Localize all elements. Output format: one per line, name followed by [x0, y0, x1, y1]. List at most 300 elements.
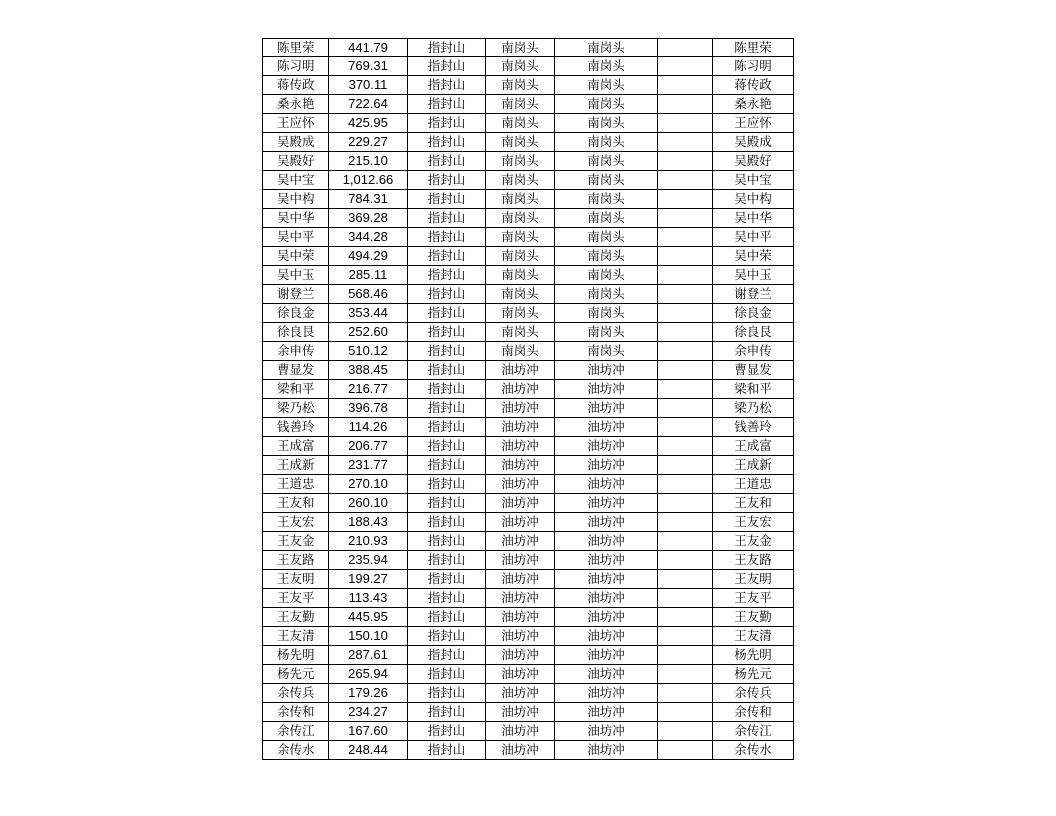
cell-amount: 510.12 [329, 342, 408, 361]
cell-town: 指封山 [408, 266, 486, 285]
table-row [263, 475, 794, 494]
cell-payee: 王成新 [713, 456, 794, 475]
table-row [263, 285, 794, 304]
table-row [263, 133, 794, 152]
cell-blank [658, 608, 713, 627]
cell-group: 油坊冲 [555, 741, 658, 760]
cell-village: 南岗头 [486, 209, 555, 228]
cell-amount: 113.43 [329, 589, 408, 608]
cell-group: 南岗头 [555, 228, 658, 247]
cell-group: 南岗头 [555, 39, 658, 57]
table-row [263, 266, 794, 285]
cell-name: 王友勤 [263, 608, 329, 627]
cell-payee: 陈习明 [713, 57, 794, 76]
cell-group: 油坊冲 [555, 570, 658, 589]
cell-village: 南岗头 [486, 266, 555, 285]
cell-group: 油坊冲 [555, 532, 658, 551]
cell-amount: 206.77 [329, 437, 408, 456]
cell-name: 吴中构 [263, 190, 329, 209]
table-row [263, 608, 794, 627]
cell-amount: 425.95 [329, 114, 408, 133]
cell-name: 吴殿好 [263, 152, 329, 171]
cell-town: 指封山 [408, 380, 486, 399]
cell-village: 南岗头 [486, 76, 555, 95]
cell-village: 南岗头 [486, 285, 555, 304]
cell-payee: 吴殿成 [713, 133, 794, 152]
cell-amount: 234.27 [329, 703, 408, 722]
cell-town: 指封山 [408, 684, 486, 703]
cell-name: 陈里荣 [263, 39, 329, 57]
cell-group: 南岗头 [555, 133, 658, 152]
cell-village: 油坊冲 [486, 532, 555, 551]
cell-amount: 216.77 [329, 380, 408, 399]
cell-group: 油坊冲 [555, 513, 658, 532]
cell-payee: 王友清 [713, 627, 794, 646]
table-row [263, 437, 794, 456]
cell-blank [658, 532, 713, 551]
cell-amount: 396.78 [329, 399, 408, 418]
cell-payee: 王友勤 [713, 608, 794, 627]
cell-blank [658, 627, 713, 646]
cell-payee: 梁和平 [713, 380, 794, 399]
cell-amount: 215.10 [329, 152, 408, 171]
cell-group: 南岗头 [555, 323, 658, 342]
cell-amount: 229.27 [329, 133, 408, 152]
cell-group: 南岗头 [555, 76, 658, 95]
cell-blank [658, 437, 713, 456]
cell-town: 指封山 [408, 551, 486, 570]
table-row [263, 627, 794, 646]
cell-village: 南岗头 [486, 171, 555, 190]
cell-village: 油坊冲 [486, 361, 555, 380]
cell-amount: 344.28 [329, 228, 408, 247]
cell-town: 指封山 [408, 475, 486, 494]
cell-name: 梁乃松 [263, 399, 329, 418]
cell-payee: 王道忠 [713, 475, 794, 494]
table-row [263, 39, 794, 57]
cell-village: 油坊冲 [486, 608, 555, 627]
cell-name: 王成富 [263, 437, 329, 456]
cell-payee: 王友和 [713, 494, 794, 513]
cell-payee: 王友路 [713, 551, 794, 570]
cell-town: 指封山 [408, 228, 486, 247]
cell-blank [658, 513, 713, 532]
cell-town: 指封山 [408, 247, 486, 266]
cell-blank [658, 589, 713, 608]
cell-blank [658, 703, 713, 722]
cell-name: 曹显发 [263, 361, 329, 380]
cell-payee: 梁乃松 [713, 399, 794, 418]
cell-payee: 余申传 [713, 342, 794, 361]
cell-village: 油坊冲 [486, 703, 555, 722]
cell-amount: 260.10 [329, 494, 408, 513]
table-row [263, 114, 794, 133]
table-row [263, 494, 794, 513]
table-row [263, 209, 794, 228]
cell-name: 王道忠 [263, 475, 329, 494]
cell-group: 油坊冲 [555, 589, 658, 608]
cell-amount: 167.60 [329, 722, 408, 741]
cell-payee: 曹显发 [713, 361, 794, 380]
cell-amount: 784.31 [329, 190, 408, 209]
cell-town: 指封山 [408, 57, 486, 76]
cell-amount: 445.95 [329, 608, 408, 627]
cell-name: 杨先明 [263, 646, 329, 665]
cell-town: 指封山 [408, 95, 486, 114]
cell-group: 油坊冲 [555, 361, 658, 380]
cell-village: 南岗头 [486, 304, 555, 323]
cell-blank [658, 228, 713, 247]
cell-village: 南岗头 [486, 190, 555, 209]
cell-amount: 1,012.66 [329, 171, 408, 190]
cell-amount: 369.28 [329, 209, 408, 228]
cell-village: 油坊冲 [486, 475, 555, 494]
cell-group: 油坊冲 [555, 703, 658, 722]
cell-amount: 179.26 [329, 684, 408, 703]
table-row [263, 703, 794, 722]
cell-amount: 231.77 [329, 456, 408, 475]
cell-payee: 吴中平 [713, 228, 794, 247]
cell-group: 南岗头 [555, 209, 658, 228]
cell-group: 油坊冲 [555, 437, 658, 456]
cell-payee: 徐良金 [713, 304, 794, 323]
cell-group: 南岗头 [555, 342, 658, 361]
table-row [263, 304, 794, 323]
cell-village: 油坊冲 [486, 741, 555, 760]
cell-group: 南岗头 [555, 266, 658, 285]
cell-town: 指封山 [408, 722, 486, 741]
table-row [263, 418, 794, 437]
cell-name: 余申传 [263, 342, 329, 361]
cell-town: 指封山 [408, 133, 486, 152]
cell-payee: 谢登兰 [713, 285, 794, 304]
cell-name: 梁和平 [263, 380, 329, 399]
cell-village: 油坊冲 [486, 418, 555, 437]
cell-town: 指封山 [408, 456, 486, 475]
cell-group: 油坊冲 [555, 646, 658, 665]
cell-town: 指封山 [408, 589, 486, 608]
subsidy-table [262, 38, 794, 760]
cell-town: 指封山 [408, 418, 486, 437]
table-row [263, 323, 794, 342]
cell-blank [658, 722, 713, 741]
cell-payee: 王应怀 [713, 114, 794, 133]
table-row [263, 551, 794, 570]
cell-blank [658, 152, 713, 171]
cell-amount: 188.43 [329, 513, 408, 532]
cell-payee: 吴中构 [713, 190, 794, 209]
cell-blank [658, 342, 713, 361]
cell-village: 油坊冲 [486, 570, 555, 589]
cell-name: 桑永艳 [263, 95, 329, 114]
cell-town: 指封山 [408, 171, 486, 190]
cell-blank [658, 266, 713, 285]
cell-blank [658, 57, 713, 76]
cell-name: 杨先元 [263, 665, 329, 684]
cell-group: 南岗头 [555, 247, 658, 266]
cell-payee: 杨先明 [713, 646, 794, 665]
cell-village: 油坊冲 [486, 684, 555, 703]
cell-blank [658, 171, 713, 190]
cell-payee: 吴中玉 [713, 266, 794, 285]
cell-group: 油坊冲 [555, 608, 658, 627]
cell-group: 油坊冲 [555, 456, 658, 475]
table-body [263, 39, 794, 760]
cell-town: 指封山 [408, 703, 486, 722]
cell-amount: 353.44 [329, 304, 408, 323]
table-row [263, 684, 794, 703]
cell-blank [658, 285, 713, 304]
cell-town: 指封山 [408, 152, 486, 171]
cell-blank [658, 684, 713, 703]
table-row [263, 57, 794, 76]
cell-name: 王友宏 [263, 513, 329, 532]
table-row [263, 76, 794, 95]
table-row [263, 722, 794, 741]
cell-payee: 王友明 [713, 570, 794, 589]
cell-blank [658, 399, 713, 418]
table-row [263, 171, 794, 190]
cell-name: 王友清 [263, 627, 329, 646]
cell-name: 徐良艮 [263, 323, 329, 342]
cell-name: 王成新 [263, 456, 329, 475]
cell-blank [658, 190, 713, 209]
table-row [263, 361, 794, 380]
cell-name: 吴殿成 [263, 133, 329, 152]
cell-payee: 王友宏 [713, 513, 794, 532]
cell-blank [658, 418, 713, 437]
cell-blank [658, 304, 713, 323]
cell-town: 指封山 [408, 342, 486, 361]
cell-town: 指封山 [408, 741, 486, 760]
cell-village: 油坊冲 [486, 513, 555, 532]
cell-payee: 徐良艮 [713, 323, 794, 342]
cell-town: 指封山 [408, 76, 486, 95]
cell-amount: 287.61 [329, 646, 408, 665]
cell-blank [658, 456, 713, 475]
cell-group: 油坊冲 [555, 551, 658, 570]
cell-group: 油坊冲 [555, 684, 658, 703]
cell-group: 油坊冲 [555, 399, 658, 418]
cell-group: 油坊冲 [555, 627, 658, 646]
cell-amount: 150.10 [329, 627, 408, 646]
cell-amount: 769.31 [329, 57, 408, 76]
cell-amount: 114.26 [329, 418, 408, 437]
cell-group: 南岗头 [555, 57, 658, 76]
table-row [263, 741, 794, 760]
cell-village: 油坊冲 [486, 551, 555, 570]
cell-name: 王友和 [263, 494, 329, 513]
cell-village: 油坊冲 [486, 665, 555, 684]
cell-payee: 吴中宝 [713, 171, 794, 190]
cell-village: 油坊冲 [486, 627, 555, 646]
cell-payee: 余传兵 [713, 684, 794, 703]
cell-town: 指封山 [408, 494, 486, 513]
cell-group: 南岗头 [555, 95, 658, 114]
cell-town: 指封山 [408, 304, 486, 323]
cell-group: 南岗头 [555, 285, 658, 304]
cell-group: 南岗头 [555, 304, 658, 323]
cell-village: 南岗头 [486, 152, 555, 171]
cell-blank [658, 247, 713, 266]
cell-name: 吴中荣 [263, 247, 329, 266]
table-row [263, 570, 794, 589]
cell-payee: 王成富 [713, 437, 794, 456]
table-row [263, 589, 794, 608]
table-row [263, 190, 794, 209]
table-row [263, 95, 794, 114]
cell-village: 南岗头 [486, 342, 555, 361]
cell-blank [658, 551, 713, 570]
cell-blank [658, 114, 713, 133]
cell-village: 油坊冲 [486, 646, 555, 665]
cell-town: 指封山 [408, 39, 486, 57]
table-row [263, 342, 794, 361]
cell-name: 钱善玲 [263, 418, 329, 437]
cell-group: 油坊冲 [555, 665, 658, 684]
cell-group: 南岗头 [555, 171, 658, 190]
cell-blank [658, 741, 713, 760]
cell-town: 指封山 [408, 323, 486, 342]
cell-village: 油坊冲 [486, 456, 555, 475]
cell-blank [658, 323, 713, 342]
cell-amount: 252.60 [329, 323, 408, 342]
cell-amount: 494.29 [329, 247, 408, 266]
cell-town: 指封山 [408, 399, 486, 418]
cell-name: 徐良金 [263, 304, 329, 323]
cell-amount: 441.79 [329, 39, 408, 57]
cell-amount: 285.11 [329, 266, 408, 285]
cell-village: 南岗头 [486, 247, 555, 266]
cell-group: 油坊冲 [555, 722, 658, 741]
cell-blank [658, 665, 713, 684]
cell-village: 油坊冲 [486, 380, 555, 399]
cell-town: 指封山 [408, 285, 486, 304]
cell-blank [658, 494, 713, 513]
cell-group: 南岗头 [555, 152, 658, 171]
cell-group: 油坊冲 [555, 475, 658, 494]
cell-village: 油坊冲 [486, 494, 555, 513]
cell-town: 指封山 [408, 437, 486, 456]
cell-village: 南岗头 [486, 39, 555, 57]
cell-town: 指封山 [408, 114, 486, 133]
table-row [263, 380, 794, 399]
table-row [263, 456, 794, 475]
cell-amount: 210.93 [329, 532, 408, 551]
cell-name: 王友金 [263, 532, 329, 551]
table-row [263, 665, 794, 684]
cell-town: 指封山 [408, 665, 486, 684]
cell-name: 蒋传政 [263, 76, 329, 95]
cell-payee: 桑永艳 [713, 95, 794, 114]
table-row [263, 513, 794, 532]
cell-town: 指封山 [408, 361, 486, 380]
cell-amount: 199.27 [329, 570, 408, 589]
cell-town: 指封山 [408, 532, 486, 551]
cell-amount: 248.44 [329, 741, 408, 760]
cell-name: 余传兵 [263, 684, 329, 703]
cell-amount: 370.11 [329, 76, 408, 95]
cell-village: 南岗头 [486, 57, 555, 76]
cell-payee: 余传和 [713, 703, 794, 722]
cell-town: 指封山 [408, 570, 486, 589]
cell-name: 王友平 [263, 589, 329, 608]
cell-blank [658, 646, 713, 665]
cell-town: 指封山 [408, 190, 486, 209]
cell-payee: 钱善玲 [713, 418, 794, 437]
table-row [263, 228, 794, 247]
cell-amount: 722.64 [329, 95, 408, 114]
cell-payee: 杨先元 [713, 665, 794, 684]
cell-name: 余传和 [263, 703, 329, 722]
cell-amount: 235.94 [329, 551, 408, 570]
table-row [263, 646, 794, 665]
cell-blank [658, 380, 713, 399]
cell-blank [658, 570, 713, 589]
cell-village: 南岗头 [486, 133, 555, 152]
cell-payee: 王友金 [713, 532, 794, 551]
cell-group: 油坊冲 [555, 494, 658, 513]
cell-town: 指封山 [408, 608, 486, 627]
cell-name: 王友路 [263, 551, 329, 570]
table-row [263, 399, 794, 418]
cell-blank [658, 76, 713, 95]
cell-village: 南岗头 [486, 228, 555, 247]
cell-town: 指封山 [408, 513, 486, 532]
cell-blank [658, 39, 713, 57]
table-row [263, 532, 794, 551]
cell-group: 南岗头 [555, 190, 658, 209]
cell-name: 陈习明 [263, 57, 329, 76]
cell-amount: 265.94 [329, 665, 408, 684]
cell-blank [658, 95, 713, 114]
cell-name: 吴中宝 [263, 171, 329, 190]
cell-amount: 270.10 [329, 475, 408, 494]
cell-town: 指封山 [408, 627, 486, 646]
cell-payee: 余传水 [713, 741, 794, 760]
cell-village: 南岗头 [486, 95, 555, 114]
cell-payee: 吴中华 [713, 209, 794, 228]
cell-name: 余传水 [263, 741, 329, 760]
cell-group: 油坊冲 [555, 380, 658, 399]
cell-amount: 568.46 [329, 285, 408, 304]
cell-name: 吴中玉 [263, 266, 329, 285]
cell-blank [658, 475, 713, 494]
cell-blank [658, 133, 713, 152]
cell-village: 油坊冲 [486, 589, 555, 608]
cell-name: 谢登兰 [263, 285, 329, 304]
cell-payee: 余传江 [713, 722, 794, 741]
cell-village: 南岗头 [486, 114, 555, 133]
cell-payee: 陈里荣 [713, 39, 794, 57]
cell-payee: 王友平 [713, 589, 794, 608]
cell-village: 油坊冲 [486, 437, 555, 456]
cell-name: 王应怀 [263, 114, 329, 133]
cell-payee: 吴殿好 [713, 152, 794, 171]
table-row [263, 152, 794, 171]
cell-village: 南岗头 [486, 323, 555, 342]
cell-name: 王友明 [263, 570, 329, 589]
cell-blank [658, 361, 713, 380]
table-row [263, 247, 794, 266]
cell-town: 指封山 [408, 646, 486, 665]
cell-name: 余传江 [263, 722, 329, 741]
cell-amount: 388.45 [329, 361, 408, 380]
cell-group: 油坊冲 [555, 418, 658, 437]
cell-village: 油坊冲 [486, 722, 555, 741]
cell-payee: 吴中荣 [713, 247, 794, 266]
cell-name: 吴中平 [263, 228, 329, 247]
